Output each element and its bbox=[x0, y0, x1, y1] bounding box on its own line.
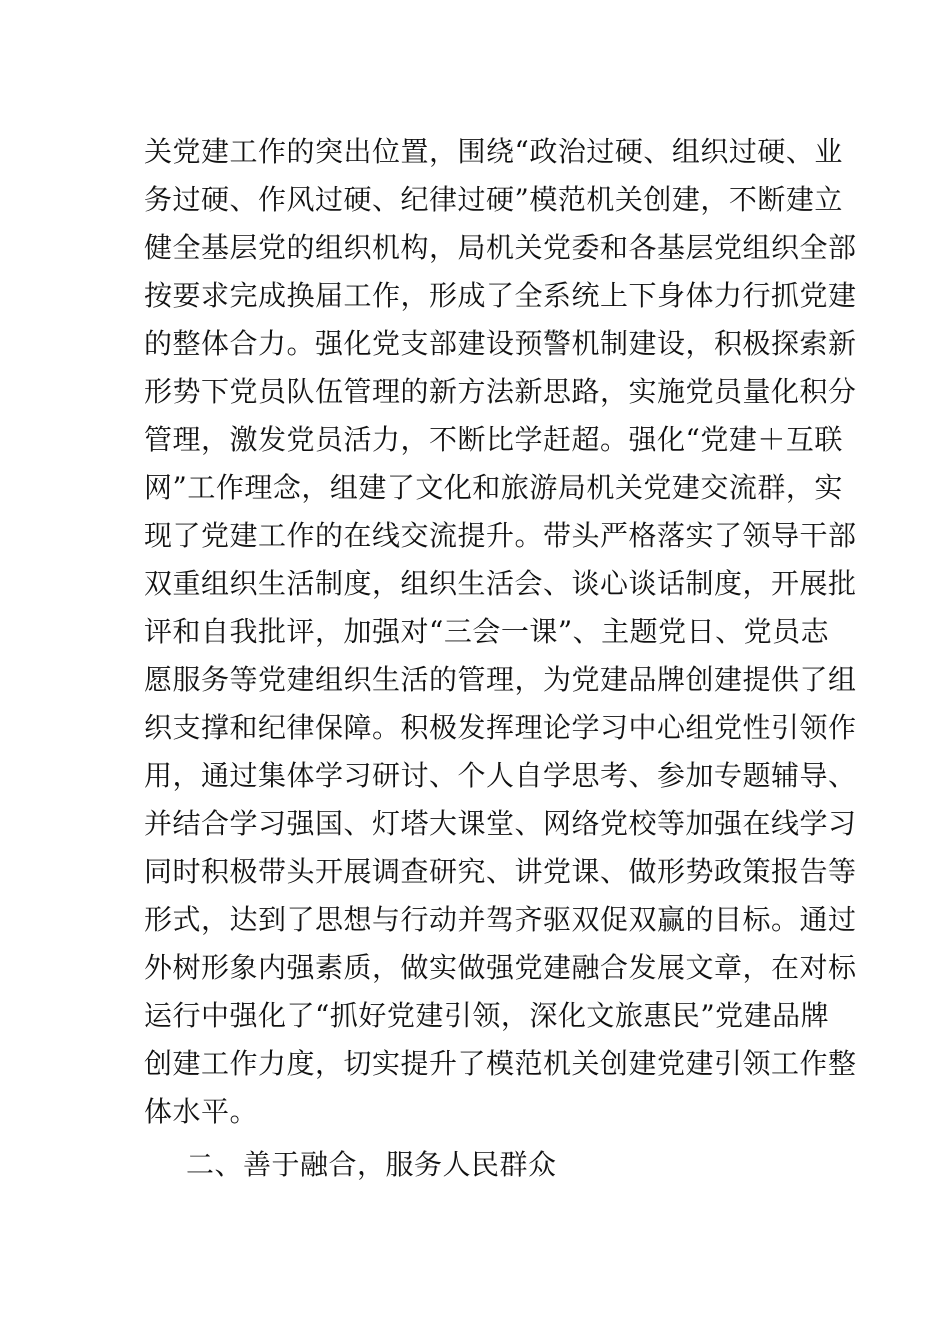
paragraph-line: 健全基层党的组织机构，局机关党委和各基层党组织全部 bbox=[144, 231, 857, 264]
paragraph-line: 愿服务等党建组织生活的管理，为党建品牌创建提供了组 bbox=[144, 663, 857, 696]
paragraph-line: 管理，激发党员活力，不断比学赶超。强化“党建＋互联 bbox=[144, 423, 843, 456]
paragraph-line: 形势下党员队伍管理的新方法新思路，实施党员量化积分 bbox=[144, 375, 857, 408]
paragraph-line: 用，通过集体学习研讨、个人自学思考、参加专题辅导、 bbox=[144, 759, 857, 792]
paragraph-line: 关党建工作的突出位置，围绕“政治过硬、组织过硬、业 bbox=[144, 135, 843, 168]
paragraph-line: 双重组织生活制度，组织生活会、谈心谈话制度，开展批 bbox=[144, 567, 857, 600]
section-heading: 二、善于融合，服务人民群众 bbox=[186, 1148, 557, 1181]
paragraph-line: 织支撑和纪律保障。积极发挥理论学习中心组党性引领作 bbox=[144, 711, 857, 744]
paragraph-line: 外树形象内强素质，做实做强党建融合发展文章，在对标 bbox=[144, 951, 857, 984]
paragraph-line: 运行中强化了“抓好党建引领，深化文旅惠民”党建品牌 bbox=[144, 999, 830, 1032]
paragraph-line: 按要求完成换届工作，形成了全系统上下身体力行抓党建 bbox=[144, 279, 857, 312]
paragraph-line: 形式，达到了思想与行动并驾齐驱双促双赢的目标。通过 bbox=[144, 903, 857, 936]
paragraph-line: 体水平。 bbox=[144, 1095, 259, 1128]
paragraph-line: 务过硬、作风过硬、纪律过硬”模范机关创建，不断建立 bbox=[144, 183, 843, 216]
paragraph-line: 现了党建工作的在线交流提升。带头严格落实了领导干部 bbox=[144, 519, 857, 552]
paragraph-line: 的整体合力。强化党支部建设预警机制建设，积极探索新 bbox=[144, 327, 857, 360]
paragraph-line: 同时积极带头开展调查研究、讲党课、做形势政策报告等 bbox=[144, 855, 857, 888]
paragraph-line: 创建工作力度，切实提升了模范机关创建党建引领工作整 bbox=[144, 1047, 857, 1080]
paragraph-line: 并结合学习强国、灯塔大课堂、网络党校等加强在线学习 bbox=[144, 807, 857, 840]
paragraph-line: 网”工作理念，组建了文化和旅游局机关党建交流群，实 bbox=[144, 471, 843, 504]
paragraph-line: 评和自我批评，加强对“三会一课”、主题党日、党员志 bbox=[144, 615, 830, 648]
